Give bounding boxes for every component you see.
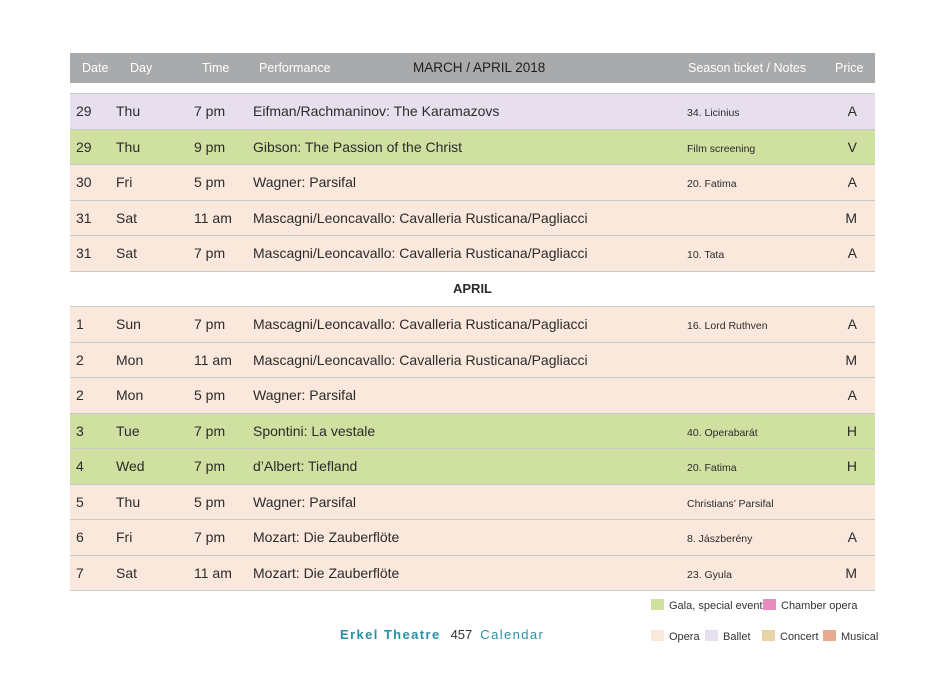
cell-date: 2 bbox=[76, 351, 84, 368]
cell-performance: Gibson: The Passion of the Christ bbox=[253, 138, 463, 155]
header-date: Date bbox=[82, 61, 109, 75]
legend-opera bbox=[651, 630, 700, 643]
cell-day: Sat bbox=[116, 209, 138, 226]
page-number: 457 bbox=[450, 627, 473, 642]
cell-performance: Mozart: Die Zauberflöte bbox=[253, 529, 400, 545]
cell-time: 7 pm bbox=[194, 245, 226, 261]
cell-date: 31 bbox=[76, 209, 92, 226]
cell-date: 31 bbox=[76, 245, 92, 261]
cell-notes: 8. Jászberény bbox=[687, 533, 753, 545]
cell-day: Fri bbox=[116, 529, 133, 545]
cell-day: Mon bbox=[116, 351, 144, 368]
header-notes: Season ticket / Notes bbox=[688, 61, 807, 75]
table-row bbox=[70, 129, 875, 165]
legend-label-musical: Musical bbox=[841, 631, 879, 643]
header-day: Day bbox=[130, 61, 153, 75]
cell-date: 7 bbox=[76, 564, 84, 581]
cell-price: A bbox=[847, 245, 857, 261]
table-row bbox=[70, 448, 875, 484]
header-time: Time bbox=[202, 61, 230, 75]
cell-notes: Film screening bbox=[687, 142, 756, 155]
legend-label-concert: Concert bbox=[780, 631, 819, 643]
cell-price: H bbox=[846, 422, 857, 439]
cell-time: 7 pm bbox=[194, 316, 226, 332]
legend-musical bbox=[823, 630, 878, 643]
cell-price: A bbox=[847, 103, 857, 119]
cell-time: 11 am bbox=[194, 209, 232, 226]
cell-time: 11 am bbox=[194, 351, 232, 368]
cell-time: 7 pm bbox=[194, 458, 226, 474]
cell-time: 7 pm bbox=[194, 422, 226, 439]
legend-ballet bbox=[705, 630, 751, 643]
cell-price: A bbox=[847, 529, 857, 545]
cell-performance: Spontini: La vestale bbox=[253, 422, 376, 439]
cell-time: 7 pm bbox=[194, 103, 226, 119]
cell-time: 5 pm bbox=[194, 174, 226, 190]
section-heading-row bbox=[70, 271, 875, 307]
cell-performance: Wagner: Parsifal bbox=[253, 387, 356, 403]
header-performance: Performance bbox=[259, 61, 331, 75]
cell-price: M bbox=[845, 209, 857, 226]
legend-label-ballet: Ballet bbox=[723, 631, 751, 643]
cell-day: Sat bbox=[116, 245, 138, 261]
cell-date: 2 bbox=[76, 387, 84, 403]
table-row bbox=[70, 200, 875, 236]
cell-date: 30 bbox=[76, 174, 92, 190]
legend-chamber bbox=[763, 599, 857, 612]
cell-date: 1 bbox=[76, 316, 84, 332]
cell-price: M bbox=[845, 351, 857, 368]
cell-date: 29 bbox=[76, 138, 92, 155]
cell-date: 6 bbox=[76, 529, 84, 545]
schedule-table bbox=[70, 93, 875, 591]
cell-performance: Mascagni/Leoncavallo: Cavalleria Rusticana/Pagliacci bbox=[253, 209, 588, 226]
cell-date: 5 bbox=[76, 493, 84, 510]
cell-performance: Mascagni/Leoncavallo: Cavalleria Rusticana/Pagliacci bbox=[253, 351, 588, 368]
legend-swatch-ballet bbox=[705, 630, 718, 641]
cell-day: Tue bbox=[116, 422, 140, 439]
table-row bbox=[70, 306, 875, 342]
table-row bbox=[70, 555, 875, 591]
cell-notes: 20. Fatima bbox=[687, 178, 737, 190]
legend-label-chamber: Chamber opera bbox=[781, 600, 858, 612]
cell-date: 3 bbox=[76, 422, 84, 439]
table-row bbox=[70, 93, 875, 129]
cell-performance: Mascagni/Leoncavallo: Cavalleria Rusticana/Pagliacci bbox=[253, 245, 588, 261]
cell-performance: Mascagni/Leoncavallo: Cavalleria Rusticana/Pagliacci bbox=[253, 316, 588, 332]
cell-notes: 10. Tata bbox=[687, 249, 725, 261]
cell-time: 9 pm bbox=[194, 138, 226, 155]
cell-time: 11 am bbox=[194, 564, 232, 581]
cell-time: 5 pm bbox=[194, 387, 226, 403]
cell-notes: 34. Licinius bbox=[687, 107, 740, 119]
legend-swatch-musical bbox=[823, 630, 836, 641]
footer bbox=[340, 627, 544, 642]
cell-performance: Wagner: Parsifal bbox=[253, 493, 356, 510]
legend-swatch-chamber bbox=[763, 599, 776, 610]
table-header bbox=[70, 53, 875, 83]
legend-swatch-gala bbox=[651, 599, 664, 610]
table-row bbox=[70, 484, 875, 520]
cell-performance: Wagner: Parsifal bbox=[253, 174, 356, 190]
cell-day: Thu bbox=[116, 493, 141, 510]
cell-day: Wed bbox=[116, 458, 145, 474]
table-row bbox=[70, 377, 875, 413]
cell-notes: 16. Lord Ruthven bbox=[687, 320, 768, 332]
cell-price: A bbox=[847, 316, 857, 332]
cell-price: M bbox=[845, 564, 857, 581]
legend-swatch-opera bbox=[651, 630, 664, 641]
table-bottom-rule bbox=[70, 590, 875, 591]
cell-notes: 23. Gyula bbox=[687, 568, 732, 581]
header-title: MARCH / APRIL 2018 bbox=[413, 60, 546, 75]
cell-day: Mon bbox=[116, 387, 144, 403]
footer-section: Calendar bbox=[480, 627, 545, 642]
footer-theatre: Erkel Theatre bbox=[340, 627, 441, 642]
cell-day: Sat bbox=[116, 564, 138, 581]
table-row bbox=[70, 235, 875, 271]
cell-date: 4 bbox=[76, 458, 84, 474]
cell-price: A bbox=[847, 174, 857, 190]
cell-time: 5 pm bbox=[194, 493, 226, 510]
legend-label-opera: Opera bbox=[669, 631, 700, 643]
cell-time: 7 pm bbox=[194, 529, 226, 545]
cell-performance: Eifman/Rachmaninov: The Karamazovs bbox=[253, 103, 500, 119]
cell-performance: Mozart: Die Zauberflöte bbox=[253, 564, 400, 581]
cell-day: Fri bbox=[116, 174, 133, 190]
cell-day: Thu bbox=[116, 138, 141, 155]
table-row bbox=[70, 519, 875, 555]
cell-notes: 20. Fatima bbox=[687, 462, 737, 474]
cell-notes: 40. Operabarát bbox=[687, 426, 758, 439]
cell-price: H bbox=[846, 458, 857, 474]
legend-swatch-concert bbox=[762, 630, 775, 641]
cell-date: 29 bbox=[76, 103, 92, 119]
cell-price: A bbox=[847, 387, 857, 403]
table-row bbox=[70, 164, 875, 200]
cell-notes: Christians’ Parsifal bbox=[687, 497, 774, 510]
header-price: Price bbox=[835, 61, 864, 75]
legend-label-gala: Gala, special event bbox=[669, 600, 763, 612]
cell-day: Thu bbox=[116, 103, 141, 119]
table-row bbox=[70, 413, 875, 449]
legend-gala bbox=[651, 599, 763, 612]
legend-concert bbox=[762, 630, 819, 643]
section-heading: APRIL bbox=[453, 280, 492, 296]
cell-price: V bbox=[847, 138, 857, 155]
table-row bbox=[70, 342, 875, 378]
cell-day: Sun bbox=[116, 316, 141, 332]
cell-performance: d’Albert: Tiefland bbox=[253, 458, 358, 474]
